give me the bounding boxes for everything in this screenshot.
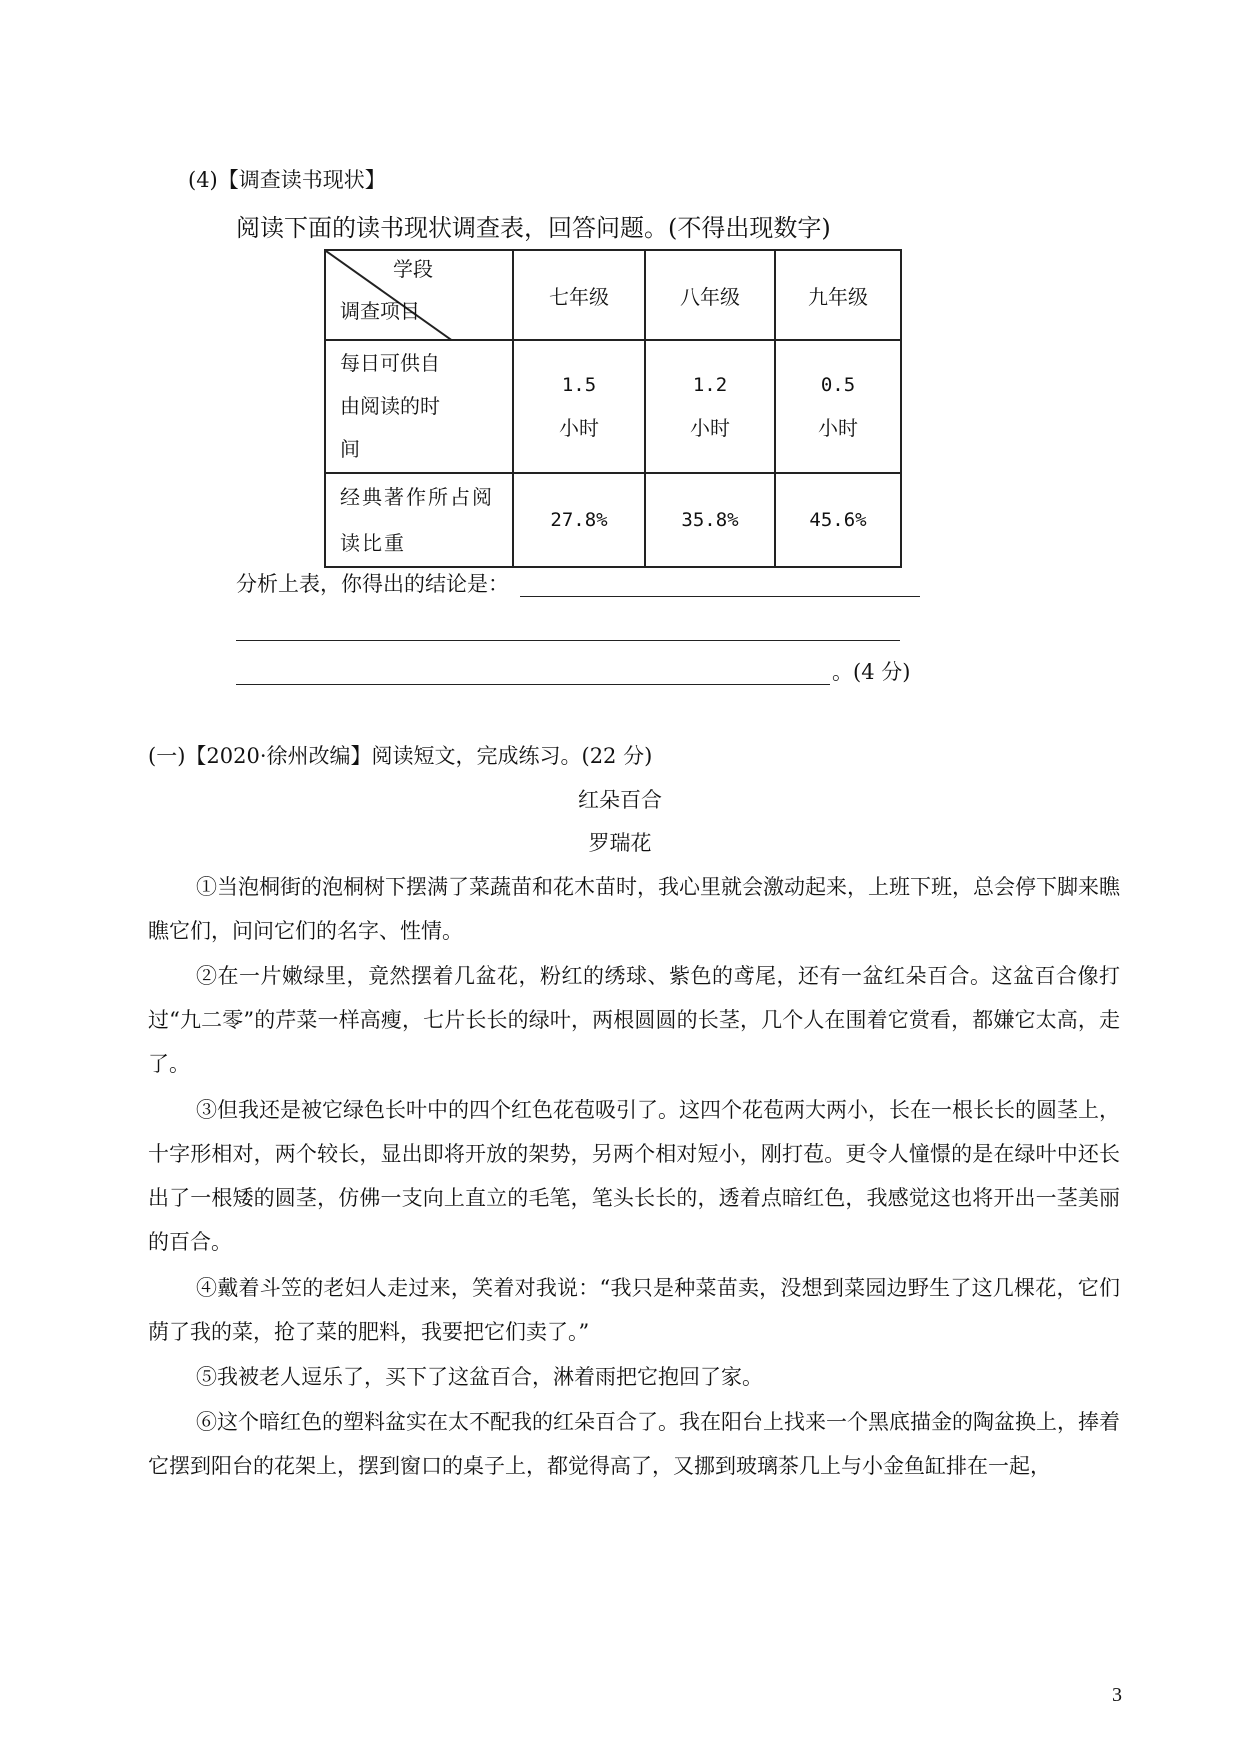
reading-survey-table (324, 249, 902, 568)
label-line: 间 (340, 437, 360, 461)
question-4-score: 。(4 分) (832, 660, 911, 684)
table-corner-cell (325, 250, 513, 340)
label-line: 由阅读的时 (340, 394, 440, 418)
answer-blank-line-2[interactable] (236, 640, 900, 641)
cell-value: 1.2 (692, 373, 728, 396)
cell-time-grade7 (513, 340, 645, 473)
row-label-classics-share (325, 473, 513, 567)
page-number: 3 (1112, 1684, 1122, 1706)
label-line: 经典著作所占阅 (340, 485, 494, 509)
article-author: 罗瑞花 (588, 831, 652, 855)
question-4-title: (4)【调查读书现状】 (188, 168, 386, 192)
answer-blank-line-1[interactable] (520, 596, 920, 597)
question-4-instruction: 阅读下面的读书现状调查表，回答问题。(不得出现数字) (236, 214, 831, 242)
label-line: 读比重 (340, 531, 406, 555)
table-header-row (325, 250, 901, 340)
column-header-grade7: 七年级 (513, 250, 645, 340)
paragraph-5: ⑤我被老人逗乐了，买下了这盆百合，淋着雨把它抱回了家。 (196, 1365, 763, 1389)
cell-share-grade7: 27.8% (513, 473, 645, 567)
paragraph-3: ③但我还是被它绿色长叶中的四个红色花苞吸引了。这四个花苞两大两小，长在一根长长的圆茎上，十字形相对，两个较长，显出即将开放的架势，另两个相对短小，刚打苞。更令人憧憬的是在绿叶中还长出了一根矮的圆茎，仿佛一支向上直立的毛笔，笔头长长的，透着点暗红色，我感觉这也将开出一茎美丽的百合。 (148, 1098, 1120, 1254)
article-title: 红朵百合 (578, 788, 662, 812)
analysis-prompt: 分析上表，你得出的结论是： (236, 572, 509, 596)
cell-time-grade9 (775, 340, 901, 473)
paragraph-1: ①当泡桐街的泡桐树下摆满了菜蔬苗和花木苗时，我心里就会激动起来，上班下班，总会停下脚来瞧瞧它们，问问它们的名字、性情。 (148, 875, 1120, 943)
table-row (325, 340, 901, 473)
answer-blank-line-3[interactable] (236, 684, 830, 685)
cell-unit: 小时 (559, 415, 599, 440)
cell-unit: 小时 (818, 415, 858, 440)
column-header-grade8: 八年级 (645, 250, 775, 340)
corner-label-grade: 学段 (393, 257, 433, 281)
paragraph-6: ⑥这个暗红色的塑料盆实在太不配我的红朵百合了。我在阳台上找来一个黑底描金的陶盆换上，捧着它摆到阳台的花架上，摆到窗口的桌子上，都觉得高了，又挪到玻璃茶几上与小金鱼缸排在一起， (148, 1410, 1120, 1478)
label-line: 每日可供自 (340, 351, 440, 375)
section-heading: (一)【2020·徐州改编】阅读短文，完成练习。(22 分) (148, 744, 653, 768)
cell-share-grade8: 35.8% (645, 473, 775, 567)
column-header-grade9: 九年级 (775, 250, 901, 340)
row-label-reading-time (325, 340, 513, 473)
paragraph-2: ②在一片嫩绿里，竟然摆着几盆花，粉红的绣球、紫色的鸢尾，还有一盆红朵百合。这盆百合像打过“九二零”的芹菜一样高瘦，七片长长的绿叶，两根圆圆的长茎，几个人在围着它赏看，都嫌它太高，走了。 (148, 964, 1120, 1076)
corner-label-item: 调查项目 (340, 299, 420, 323)
cell-share-grade9: 45.6% (775, 473, 901, 567)
cell-value: 0.5 (820, 373, 856, 396)
cell-value: 1.5 (561, 373, 597, 396)
cell-time-grade8 (645, 340, 775, 473)
paragraph-4: ④戴着斗笠的老妇人走过来，笑着对我说：“我只是种菜苗卖，没想到菜园边野生了这几棵花，它们荫了我的菜，抢了菜的肥料，我要把它们卖了。” (148, 1276, 1120, 1344)
cell-unit: 小时 (690, 415, 730, 440)
table-row (325, 473, 901, 567)
